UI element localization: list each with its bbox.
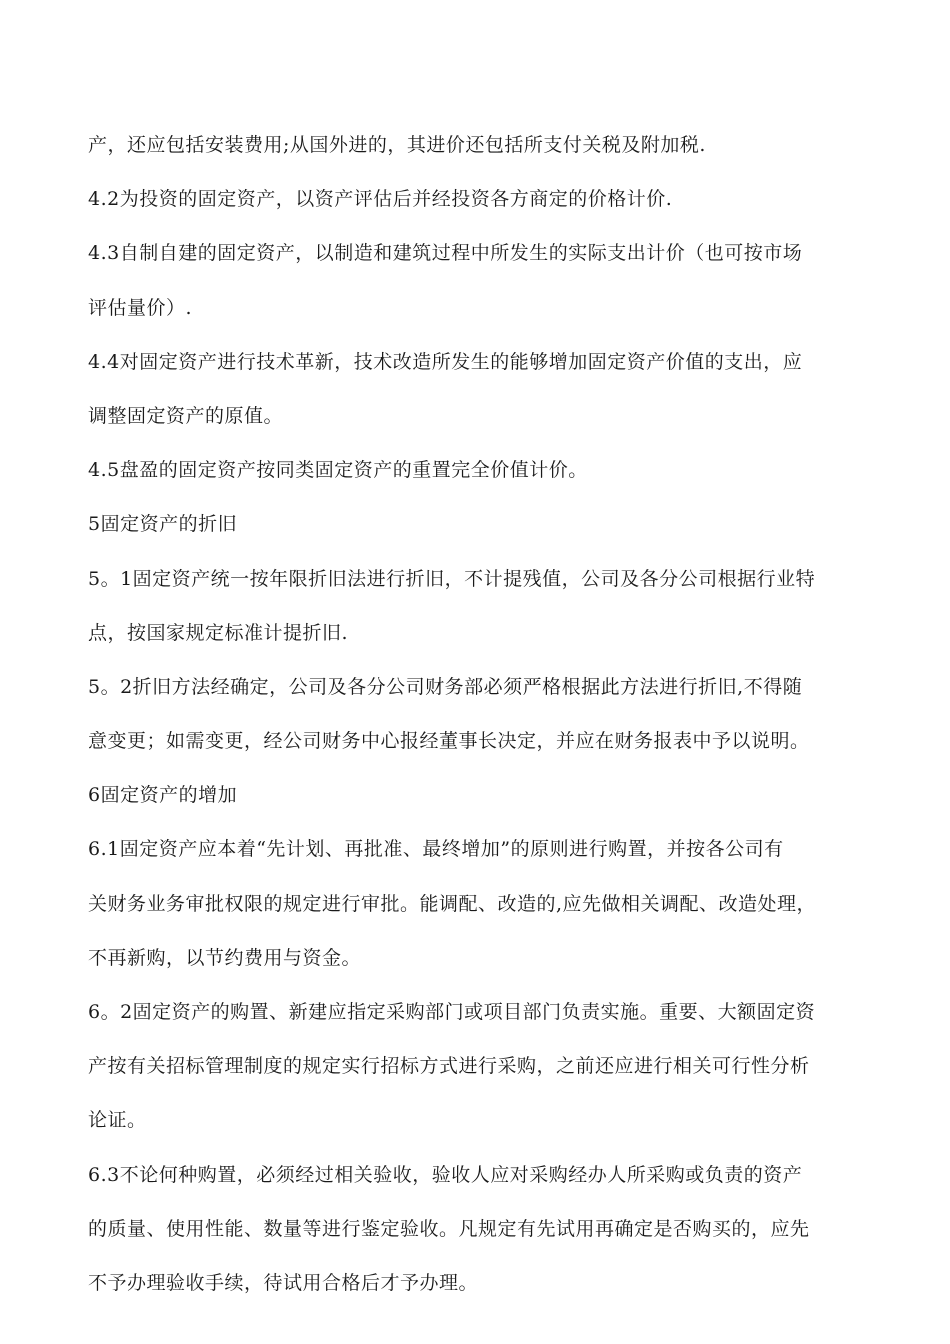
text-line: 6。2固定资产的购置、新建应指定采购部门或项目部门负责实施。重要、大额固定资 (88, 1001, 816, 1023)
text-line: 评估量价）. (88, 296, 193, 319)
text-line: 4.2为投资的固定资产，以资产评估后并经投资各方商定的价格计价. (88, 188, 673, 211)
section-heading: 6固定资产的增加 (88, 784, 238, 807)
text-line: 4.3自制自建的固定资产，以制造和建筑过程中所发生的实际支出计价（也可按市场 (88, 242, 803, 265)
text-line: 产按有关招标管理制度的规定实行招标方式进行采购，之前还应进行相关可行性分析 (88, 1055, 810, 1078)
text-line: 不予办理验收手续，待试用合格后才予办理。 (88, 1271, 479, 1294)
text-line: 论证。 (88, 1109, 147, 1132)
text-line: 调整固定资产的原值。 (88, 404, 284, 427)
text-line: 点，按国家规定标准计提折旧. (88, 621, 349, 644)
document-body (88, 118, 856, 1310)
text-line: 5。2折旧方法经确定，公司及各分公司财务部必须严格根据此方法进行折旧,不得随 (88, 675, 803, 698)
text-line: 产，还应包括安装费用;从国外进的，其进价还包括所支付关税及附加税. (88, 134, 706, 156)
text-line: 不再新购，以节约费用与资金。 (88, 946, 362, 969)
text-line: 4.5盘盈的固定资产按同类固定资产的重置完全价值计价。 (88, 459, 588, 482)
text-line: 4.4对固定资产进行技术革新，技术改造所发生的能够增加固定资产价值的支出，应 (88, 350, 803, 373)
section-heading: 5固定资产的折旧 (88, 513, 238, 536)
text-line: 的质量、使用性能、数量等进行鉴定验收。凡规定有先试用再确定是否购买的，应先 (88, 1217, 810, 1240)
text-line: 5。1固定资产统一按年限折旧法进行折旧，不计提残值，公司及各分公司根据行业特 (88, 567, 816, 590)
text-line: 关财务业务审批权限的规定进行审批。能调配、改造的,应先做相关调配、改造处理， (88, 892, 817, 915)
text-line: 6.1固定资产应本着“先计划、再批准、最终增加”的原则进行购置，并按各公司有 (88, 838, 784, 861)
text-line: 6.3不论何种购置，必须经过相关验收，验收人应对采购经办人所采购或负责的资产 (88, 1163, 803, 1186)
text-line: 意变更；如需变更，经公司财务中心报经董事长决定，并应在财务报表中予以说明。 (88, 730, 810, 753)
